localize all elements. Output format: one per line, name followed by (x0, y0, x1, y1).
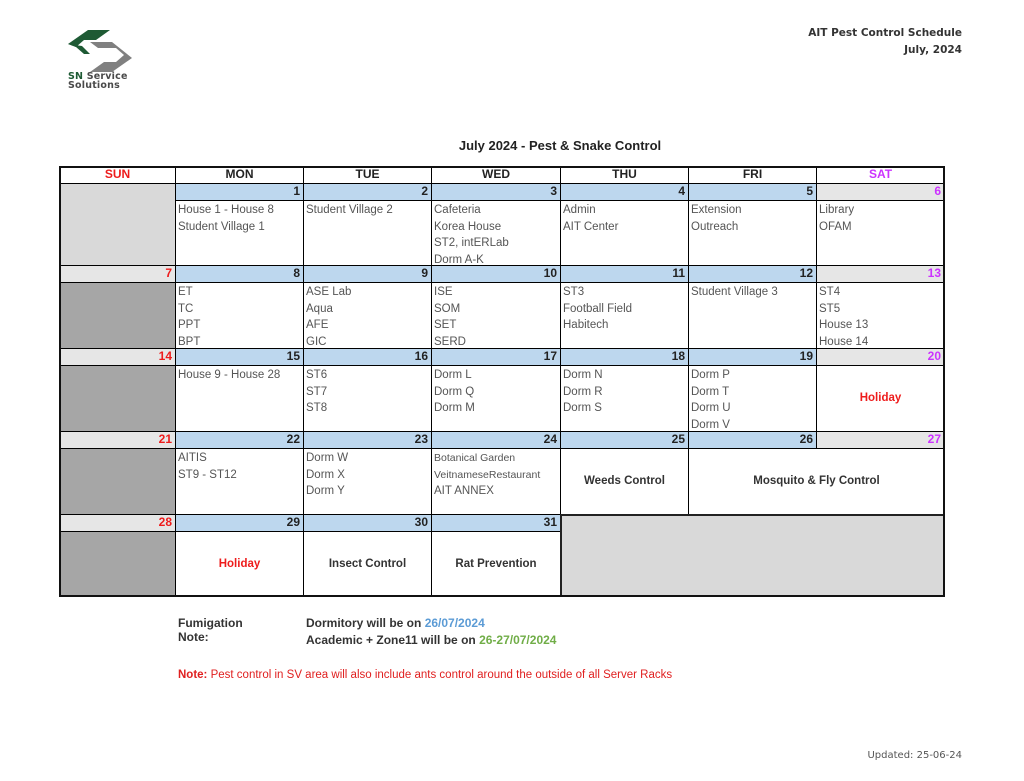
location-entry: Dorm Y (306, 485, 345, 497)
location-entry: House 14 (819, 335, 869, 348)
day-number: 11 (560, 265, 689, 283)
day-number: 23 (303, 431, 432, 449)
location-entry: ET (178, 286, 193, 298)
location-entry: House 13 (819, 319, 869, 331)
updated-date: Updated: 25-06-24 (867, 750, 962, 761)
rat-prevention-cell (431, 531, 561, 597)
location-entry: ST7 (306, 385, 328, 398)
location-entry: Student Village 1 (178, 220, 265, 233)
day-number: 6 (816, 183, 945, 201)
day-cell (303, 282, 432, 349)
header-sat: SAT (816, 166, 945, 184)
day-cell (175, 448, 304, 515)
day-number: 30 (303, 514, 432, 532)
location-entry: Dorm T (691, 385, 730, 398)
day-cell (688, 200, 817, 266)
header-tue: TUE (303, 166, 432, 184)
day-number: 8 (175, 265, 304, 283)
insect-control-label: Insect Control (328, 557, 407, 570)
location-entry: Dorm R (563, 385, 603, 398)
location-entry: Korea House (434, 220, 502, 233)
location-entry: AFE (306, 319, 329, 331)
academic-date: 26-27/07/2024 (479, 633, 557, 647)
day-cell (816, 200, 945, 266)
location-entry: AITIS (178, 452, 207, 464)
location-entry: Dorm L (434, 369, 472, 381)
empty-day-cell (59, 183, 176, 266)
day-number: 28 (59, 514, 176, 532)
day-number: 17 (431, 348, 561, 366)
logo-text (68, 72, 128, 90)
day-cell (560, 200, 689, 266)
academic-note: Academic + Zone11 will be on (306, 633, 480, 647)
day-cell (560, 365, 689, 432)
calendar-grid (59, 166, 945, 597)
location-entry: ST6 (306, 369, 328, 381)
logo-sn: SN (68, 71, 84, 82)
day-number: 26 (688, 431, 817, 449)
rat-prevention-label: Rat Prevention (455, 557, 537, 570)
document-header (808, 25, 962, 59)
location-entry: ST3 (563, 286, 585, 298)
fumigation-label: Fumigation Note: (178, 616, 243, 644)
day-number: 4 (560, 183, 689, 201)
day-number: 12 (688, 265, 817, 283)
location-entry: GIC (306, 335, 327, 348)
location-entry: Dorm A-K (434, 253, 484, 266)
location-entry: ST8 (306, 402, 328, 414)
location-entry: Library (819, 204, 855, 216)
location-entry: Extension (691, 204, 742, 216)
location-entry: Dorm N (563, 369, 603, 381)
holiday-cell (816, 365, 945, 432)
location-entry: Habitech (563, 319, 609, 331)
logo-service: Service (83, 71, 128, 82)
logo-solutions: Solutions (68, 80, 120, 91)
day-number: 3 (431, 183, 561, 201)
location-entry: AIT Center (563, 220, 619, 233)
day-cell (560, 282, 689, 349)
note-text: Pest control in SV area will also include ants control around the outside of all Server Racks (207, 669, 673, 681)
weeds-control-label: Weeds Control (584, 475, 665, 488)
location-entry: Student Village 3 (691, 286, 778, 298)
location-entry: Dorm W (306, 452, 349, 464)
day-number: 21 (59, 431, 176, 449)
dormitory-note: Dormitory will be on (306, 616, 425, 630)
header-thu: THU (560, 166, 689, 184)
location-entry: Aqua (306, 302, 333, 315)
location-entry: Dorm M (434, 402, 475, 414)
day-cell (431, 448, 561, 515)
day-number: 20 (816, 348, 945, 366)
day-number: 18 (560, 348, 689, 366)
day-number: 14 (59, 348, 176, 366)
location-entry: ASE Lab (306, 286, 352, 298)
location-entry: House 1 - House 8 (178, 204, 274, 216)
location-entry: BPT (178, 335, 201, 348)
day-number: 9 (303, 265, 432, 283)
sunday-cell (59, 448, 176, 515)
day-cell (431, 282, 561, 349)
day-number: 10 (431, 265, 561, 283)
header-wed: WED (431, 166, 561, 184)
day-number: 19 (688, 348, 817, 366)
dormitory-date: 26/07/2024 (424, 616, 485, 630)
day-number: 7 (59, 265, 176, 283)
location-entry: Dorm V (691, 418, 730, 431)
day-cell (175, 282, 304, 349)
header-mon: MON (175, 166, 304, 184)
location-entry: Dorm Q (434, 385, 475, 398)
location-entry: Football Field (563, 302, 633, 315)
mosquito-fly-control-label: Mosquito & Fly Control (753, 475, 880, 488)
day-number: 15 (175, 348, 304, 366)
location-entry: Admin (563, 204, 596, 216)
day-cell (688, 365, 817, 432)
location-entry: Dorm P (691, 369, 730, 381)
location-entry: House 9 - House 28 (178, 369, 281, 381)
location-entry: ST9 - ST12 (178, 468, 237, 481)
insect-control-cell (303, 531, 432, 597)
sunday-cell (59, 365, 176, 432)
holiday-label: Holiday (218, 557, 261, 570)
holiday-cell (175, 531, 304, 597)
day-cell (431, 365, 561, 432)
header-fri: FRI (688, 166, 817, 184)
location-entry: SERD (434, 335, 466, 348)
location-entry: ST2, intERLab (434, 237, 509, 249)
location-entry: Dorm X (306, 468, 345, 481)
day-cell (303, 365, 432, 432)
header-sun: SUN (59, 166, 176, 184)
document-month: July, 2024 (904, 44, 962, 56)
sv-area-note (178, 669, 672, 681)
day-cell (303, 200, 432, 266)
day-number: 13 (816, 265, 945, 283)
day-number: 22 (175, 431, 304, 449)
mosquito-fly-control-cell (688, 448, 945, 515)
sunday-cell (59, 282, 176, 349)
day-number: 2 (303, 183, 432, 201)
day-number: 16 (303, 348, 432, 366)
location-entry: ST5 (819, 302, 841, 315)
holiday-label: Holiday (859, 392, 902, 405)
day-cell (175, 365, 304, 432)
note-label: Note: (178, 669, 208, 681)
location-entry: ISE (434, 286, 453, 298)
sunday-cell (59, 531, 176, 597)
location-entry: OFAM (819, 220, 852, 233)
day-cell (688, 282, 817, 349)
location-entry: Dorm U (691, 402, 731, 414)
location-entry: Cafeteria (434, 204, 481, 216)
location-entry: Student Village 2 (306, 204, 393, 216)
location-entry: PPT (178, 319, 201, 331)
day-number: 27 (816, 431, 945, 449)
location-entry: SOM (434, 302, 461, 315)
location-entry: TC (178, 302, 194, 315)
day-cell (175, 200, 304, 266)
day-number: 31 (431, 514, 561, 532)
location-entry: Dorm S (563, 402, 602, 414)
location-entry: AIT ANNEX (434, 485, 494, 497)
location-entry: Outreach (691, 220, 739, 233)
location-entry: Botanical Garden (434, 452, 516, 464)
day-cell (303, 448, 432, 515)
calendar-title: July 2024 - Pest & Snake Control (458, 138, 662, 153)
day-number: 5 (688, 183, 817, 201)
day-cell (431, 200, 561, 266)
location-entry: SET (434, 319, 457, 331)
day-cell (816, 282, 945, 349)
day-number: 25 (560, 431, 689, 449)
location-entry: VeitnameseRestaurant (434, 468, 541, 481)
empty-calendar-area (560, 514, 945, 597)
day-number: 24 (431, 431, 561, 449)
document-title: AIT Pest Control Schedule (808, 27, 962, 39)
day-number: 1 (175, 183, 304, 201)
sn-logo-icon (66, 28, 134, 74)
weeds-control-cell (560, 448, 689, 515)
location-entry: ST4 (819, 286, 841, 298)
day-number: 29 (175, 514, 304, 532)
